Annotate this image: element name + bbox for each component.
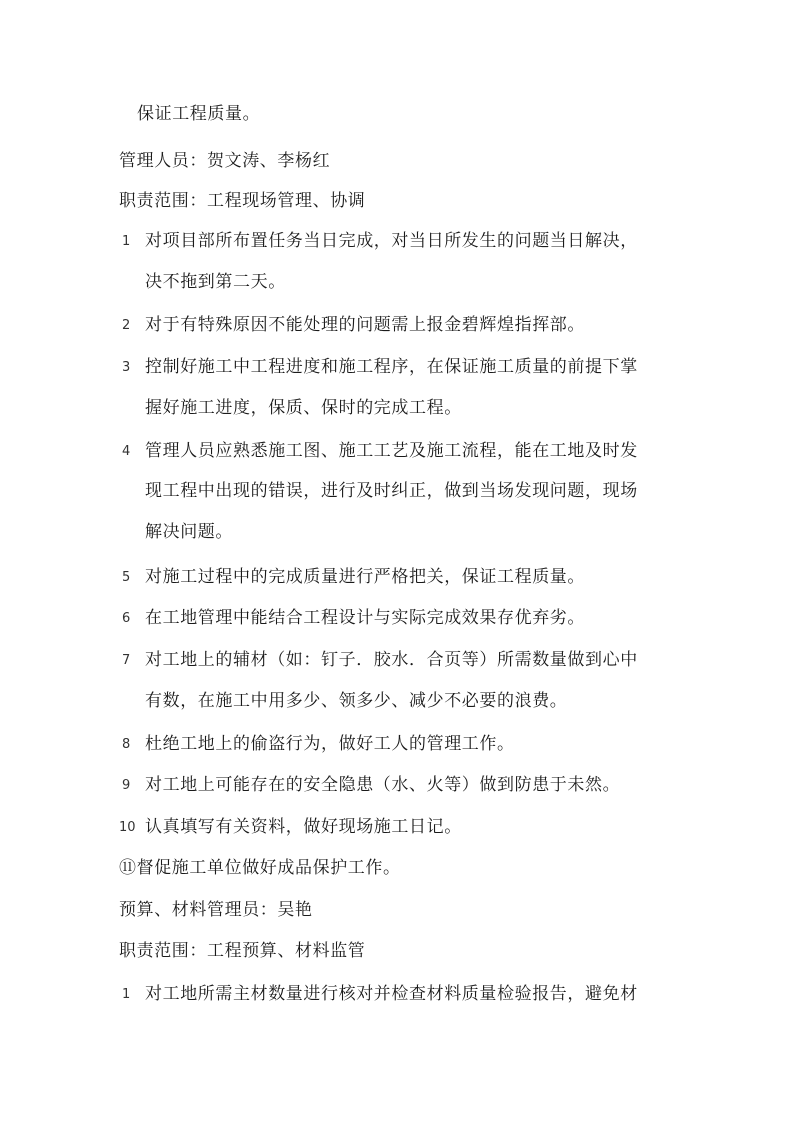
list-item-number: 8 xyxy=(122,737,131,752)
list-item-text: 对施工过程中的完成质量进行严格把关，保证工程质量。 xyxy=(145,567,585,587)
list-item-text: 对于有特殊原因不能处理的问题需上报金碧辉煌指挥部。 xyxy=(145,315,585,335)
intro-line: 保证工程质量。 xyxy=(137,104,261,124)
list-item-number: 4 xyxy=(122,444,131,459)
list-item-number: 1 xyxy=(122,987,131,1002)
list-item-text: 有数，在施工中用多少、领多少、减少不必要的浪费。 xyxy=(145,691,568,711)
list-item-text: 决不拖到第二天。 xyxy=(145,272,286,292)
list-item-number: 1 xyxy=(122,234,131,249)
list-item-number: 7 xyxy=(122,653,131,668)
list-item-text: 杜绝工地上的偷盗行为，做好工人的管理工作。 xyxy=(145,734,515,754)
list-item-text: 在工地管理中能结合工程设计与实际完成效果存优弃劣。 xyxy=(145,608,585,628)
list-item-text: 对工地所需主材数量进行核对并检查材料质量检验报告，避免材 xyxy=(145,984,638,1004)
list-item-text: 对工地上可能存在的安全隐患（水、火等）做到防患于未然。 xyxy=(145,775,621,795)
list-item-number: 5 xyxy=(122,570,131,585)
list-item-number: 9 xyxy=(122,778,131,793)
section2-scope: 职责范围：工程预算、材料监管 xyxy=(119,941,366,961)
section1-staff: 管理人员：贺文涛、李杨红 xyxy=(119,151,331,171)
list-item-text: 控制好施工中工程进度和施工程序，在保证施工质量的前提下掌 xyxy=(145,357,638,377)
list-item-number: 2 xyxy=(122,318,131,333)
list-item-number: 3 xyxy=(122,360,131,375)
list-item-text: 解决问题。 xyxy=(145,522,233,542)
list-item-text: 现工程中出现的错误，进行及时纠正，做到当场发现问题，现场 xyxy=(145,481,638,501)
list-item-text: 管理人员应熟悉施工图、施工工艺及施工流程，能在工地及时发 xyxy=(145,441,638,461)
list-item-text: 握好施工进度，保质、保时的完成工程。 xyxy=(145,398,462,418)
list-item-text: 认真填写有关资料，做好现场施工日记。 xyxy=(145,817,462,837)
section2-staff: 预算、材料管理员：吴艳 xyxy=(119,900,313,920)
section1-scope: 职责范围：工程现场管理、协调 xyxy=(119,191,366,211)
list-item-text: 对项目部所布置任务当日完成，对当日所发生的问题当日解决， xyxy=(145,231,638,251)
list-item-text: 对工地上的辅材（如：钉子．胶水．合页等）所需数量做到心中 xyxy=(145,650,638,670)
list-item-number: 10 xyxy=(119,820,136,835)
list-item-text: ⑪督促施工单位做好成品保护工作。 xyxy=(119,858,401,878)
list-item-number: 6 xyxy=(122,611,131,626)
